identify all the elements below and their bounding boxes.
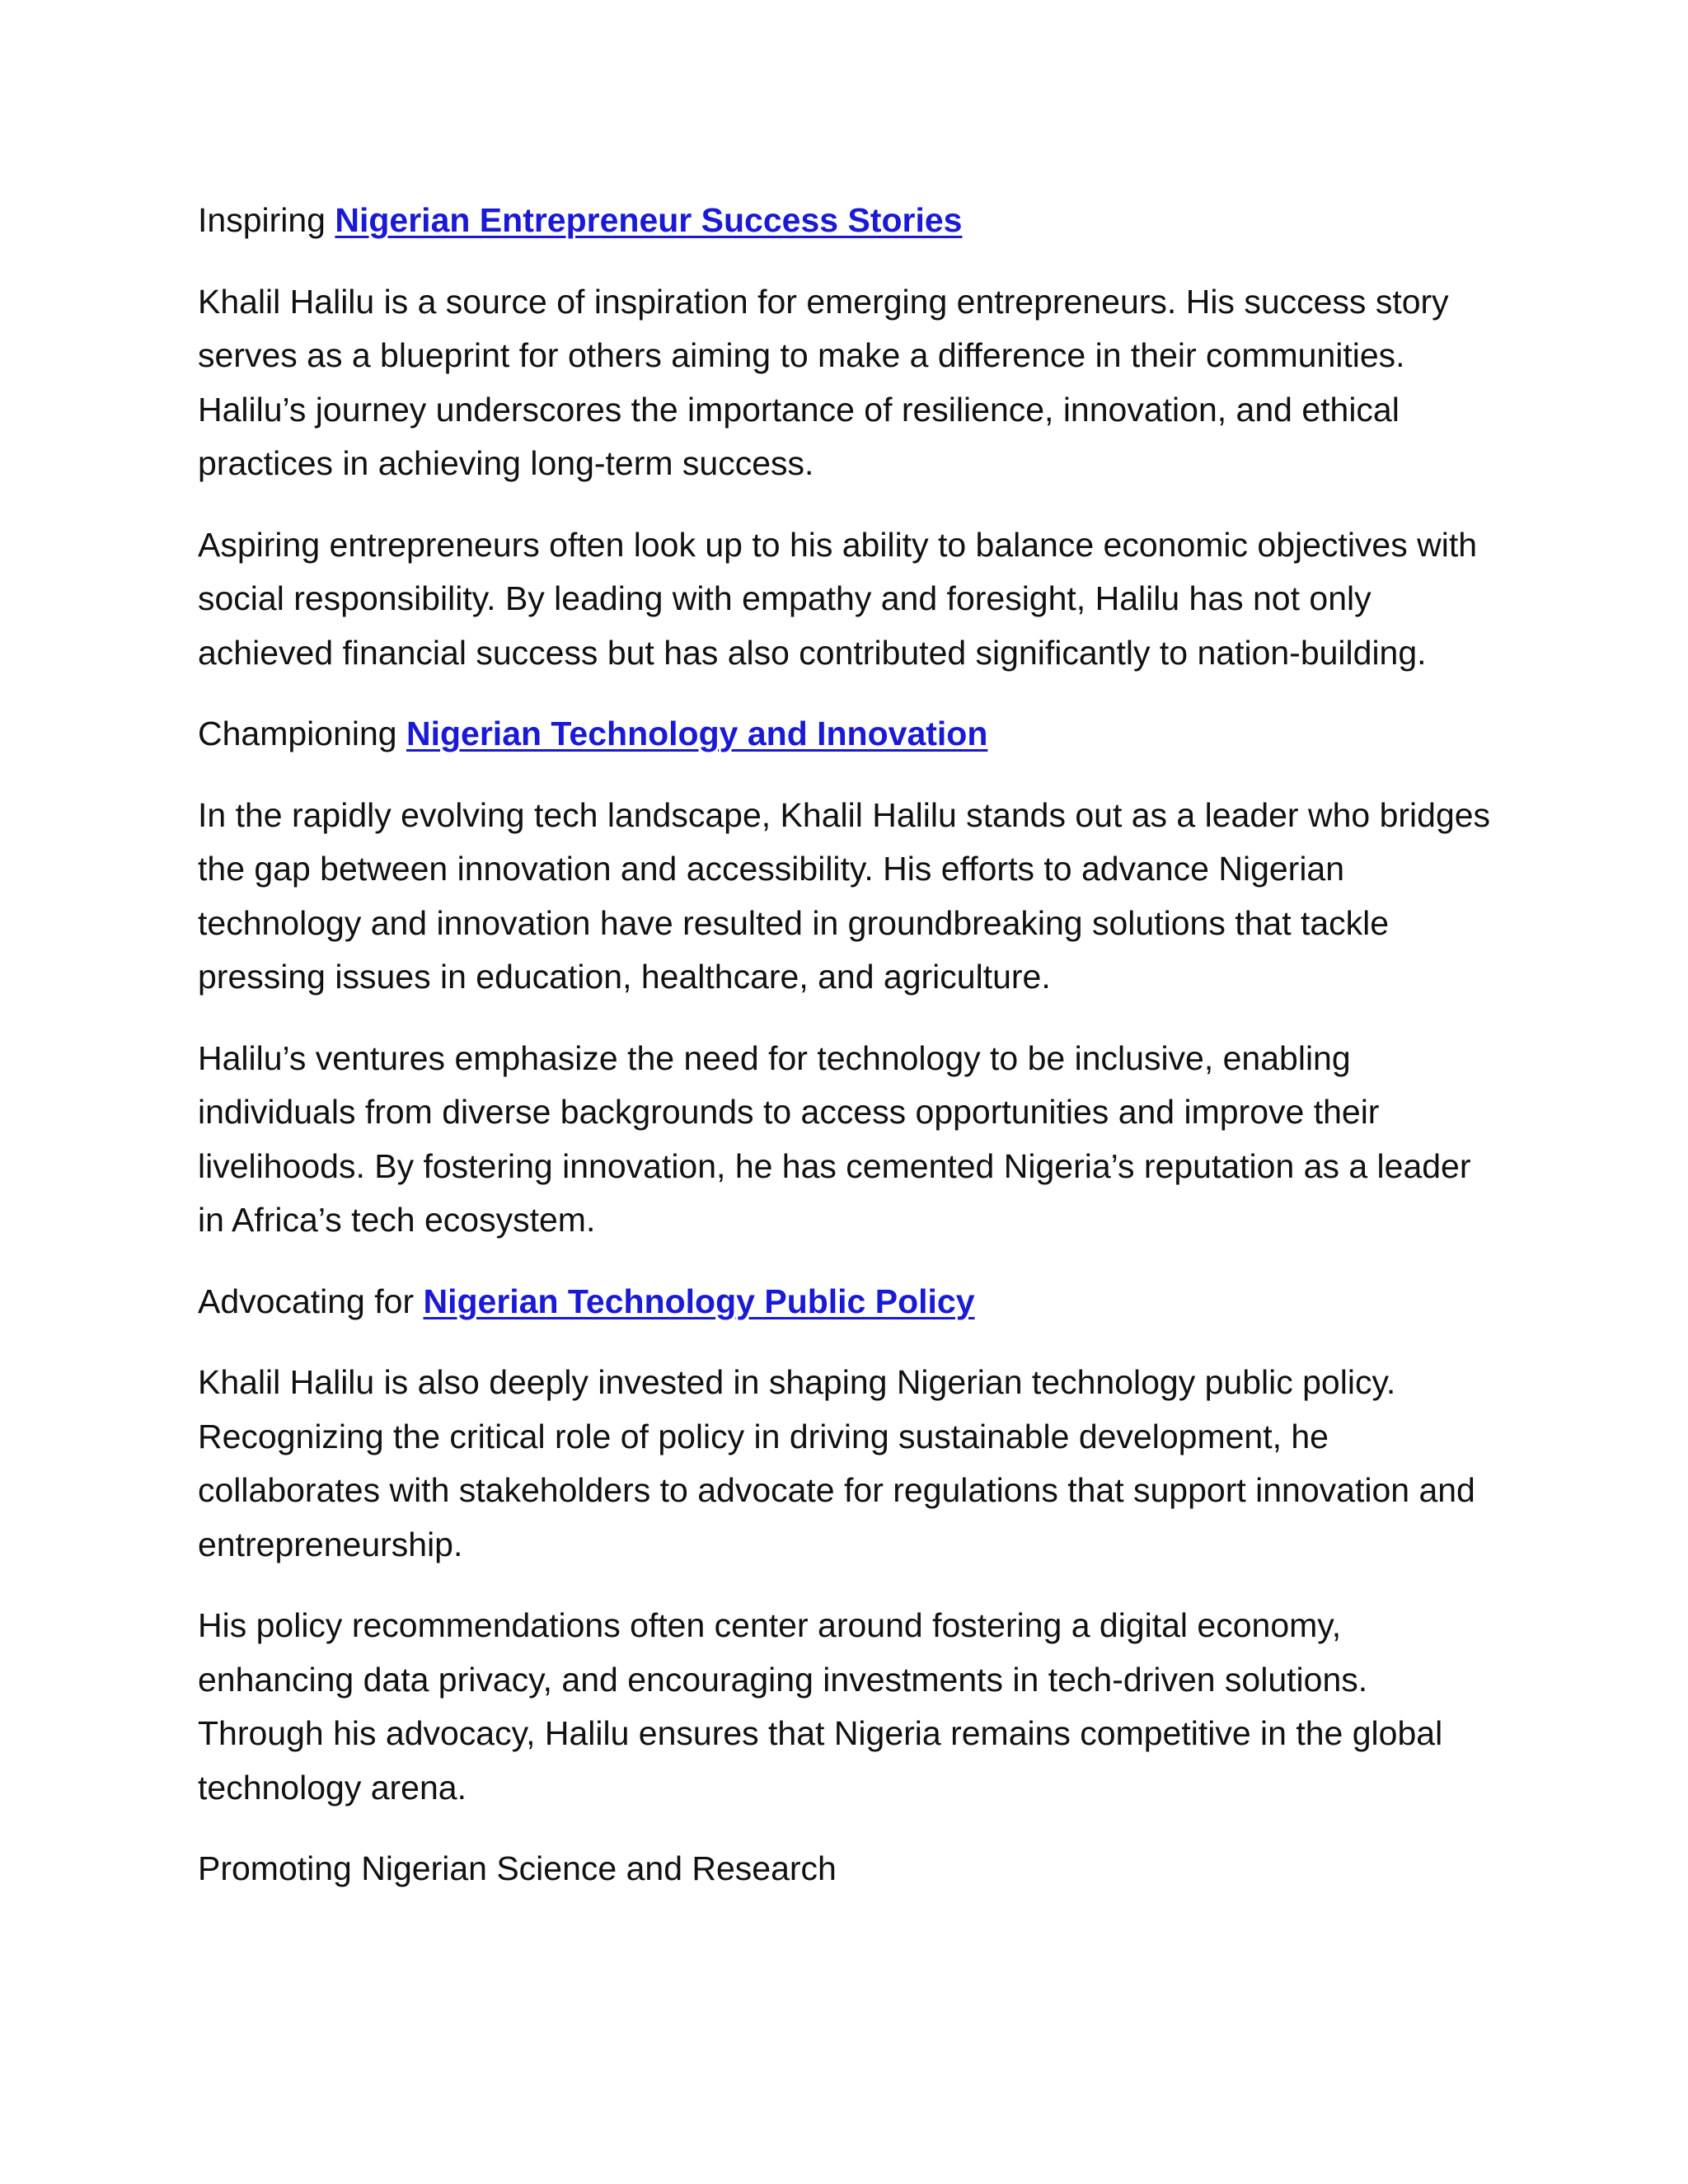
heading-prefix: Inspiring	[198, 201, 335, 239]
section-heading-policy	[198, 1275, 1500, 1329]
paragraph: Khalil Halilu is also deeply invested in shaping Nigerian technology public policy. Recognizing the critical role of policy in driving sustainable development, he collaborates with stakeholders to advocate for regulations that support innovation and entrepreneurship.	[198, 1363, 1475, 1563]
section-heading-entrepreneur	[198, 194, 1500, 248]
paragraph: Khalil Halilu is a source of inspiration for emerging entrepreneurs. His success story serves as a blueprint for others aiming to make a difference in their communities. Halilu’s journey underscores the importance of resilience, innovation, and ethical practices in achieving long-term success.	[198, 282, 1449, 482]
paragraph: His policy recommendations often center around fostering a digital economy, enhancing data privacy, and encouraging investments in tech-driven solutions. Through his advocacy, Halilu ensures that Nigeria remains competitive in the global technology arena.	[198, 1606, 1443, 1807]
document-page	[198, 194, 1500, 1924]
paragraph: Aspiring entrepreneurs often look up to his ability to balance economic objectives with social responsibility. By leading with empathy and foresight, Halilu has not only achieved financial success but has also contributed significantly to nation-building.	[198, 525, 1478, 672]
technology-public-policy-link[interactable]: Nigerian Technology Public Policy	[423, 1282, 975, 1320]
technology-innovation-link[interactable]: Nigerian Technology and Innovation	[406, 715, 988, 752]
paragraph: In the rapidly evolving tech landscape, Khalil Halilu stands out as a leader who bridges the gap between innovation and accessibility. His efforts to advance Nigerian technology and innovation have resulted in groundbreaking solutions that tackle pressing issues in education, healthcare, and agriculture.	[198, 795, 1491, 996]
section-heading-technology	[198, 707, 1500, 762]
heading-prefix: Advocating for	[198, 1282, 424, 1320]
heading-prefix: Championing	[198, 715, 406, 752]
entrepreneur-success-stories-link[interactable]: Nigerian Entrepreneur Success Stories	[335, 201, 963, 239]
paragraph: Halilu’s ventures emphasize the need for technology to be inclusive, enabling individuals from diverse backgrounds to access opportunities and improve their livelihoods. By fostering innovation, he has cemented Nigeria’s reputation as a leader in Africa’s tech ecosystem.	[198, 1038, 1471, 1239]
section-heading-science: Promoting Nigerian Science and Research	[198, 1849, 837, 1887]
